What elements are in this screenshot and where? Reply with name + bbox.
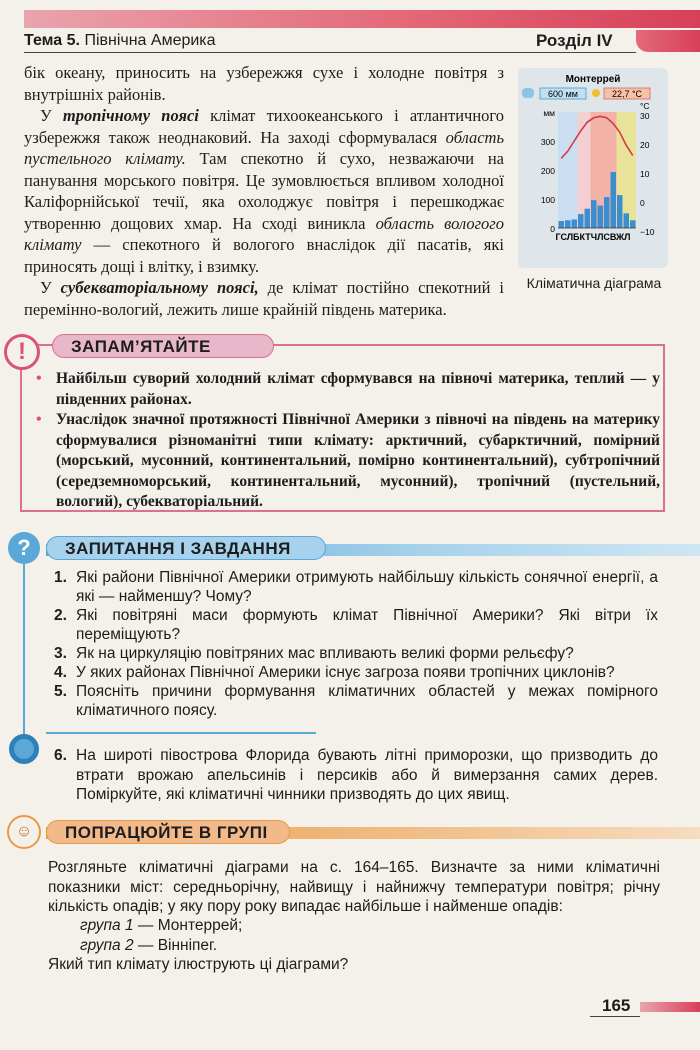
header-rule: [24, 52, 636, 53]
remember-line: [20, 362, 22, 512]
top-decor-bar: [24, 10, 700, 28]
chart-title: Монтеррей: [565, 74, 621, 85]
right-tick-label: 10: [640, 169, 650, 179]
target-dot-icon: [9, 734, 39, 764]
left-tick-label: 300: [540, 137, 555, 147]
precip-bar: [611, 172, 617, 228]
questions-list: [54, 568, 658, 720]
right-tick-label: 0: [640, 198, 645, 208]
question-item: 2. Які повітряні маси формують клімат Північної Америки? Які вітри їх переміщують?: [54, 607, 658, 643]
left-tick-label: 0: [550, 224, 555, 234]
question-icon: ?: [8, 532, 40, 564]
page-decor-bar: [640, 1002, 700, 1012]
topic-title: Тема 5. Північна Америка: [24, 32, 216, 49]
sun-icon: [592, 89, 600, 97]
diagram-caption: Кліматична діаграма: [526, 275, 662, 291]
remember-item: • Унаслідок значної протяжності Північної Америки з півночі на південь на материку сформувалися різноманітні типи клімату: арктичний, субарктичний, помірний (морський, мусонний, континентальний, помірно континентальний), субтропічний (середземноморський, континентальний, мусонний), тропічний (пустельний, вологий), субекваторіальний.: [34, 410, 660, 513]
remember-title: ЗАПАМ’ЯТАЙТЕ: [52, 334, 274, 358]
question-item: 4. У яких районах Північної Америки існує загроза появи тропічних циклонів?: [54, 664, 615, 681]
question-item: 3. Як на циркуляцію повітряних мас впливають великі форми рельєфу?: [54, 645, 574, 662]
precip-bar: [578, 214, 584, 228]
paragraph-3: У субекваторіальному поясі, де клімат постійно спекотний і перемінно-вологий, лежить лише крайній південь материка.: [24, 278, 505, 319]
precip-bar: [565, 220, 571, 228]
remember-list: [34, 369, 660, 513]
month-labels: ГСЛБКТЧЛСВЖЛ: [555, 232, 631, 242]
group-question: Який тип клімату ілюструють ці діаграми?: [48, 956, 349, 973]
question-item: 5. Поясніть причини формування кліматичних областей у межах помірного кліматичного поясу.: [54, 683, 658, 719]
main-text: [24, 62, 504, 320]
header-tab: [636, 30, 700, 52]
right-tick-label: −10: [640, 227, 655, 237]
group-instructions: Розгляньте кліматичні діаграми на с. 164–165. Визначте за ними кліматичні показники міст: середньорічну, найвищу і найнижчу температури повітря; річну кількість опадів; у яку пору року випадає найбільше і найменше опадів:: [48, 859, 660, 915]
exclamation-icon: !: [4, 334, 40, 370]
precip-bar: [630, 220, 636, 228]
left-tick-label: 200: [540, 166, 555, 176]
season-band: [558, 112, 578, 228]
precip-bar: [598, 206, 604, 228]
climate-chart: [518, 68, 668, 268]
precip-total: 600 мм: [548, 89, 578, 99]
paragraph-1: бік океану, приносить на узбережжя сухе і холодне повітря з внутрішніх районів.: [24, 63, 504, 104]
right-tick-label: 30: [640, 111, 650, 121]
precip-bar: [585, 209, 591, 228]
group-people-icon: ☺: [7, 815, 41, 849]
precip-bar: [591, 200, 597, 228]
paragraph-2: У тропічному поясі клімат тихоокеанського і атлантичного узбережжя також неоднаковий. На заході сформувалася область пустельного клімату. Там спекотно й сухо, незважаючи на панування морського повітря. Це зумовлюється впливом холодної Каліфорнійської течії, яка охолоджує повітря і перешкоджає утворенню дощових хмар. На сході виникла область вологого клімату — спекотного й вологого внаслідок дії пасатів, які приносять дощі і влітку, і взимку.: [24, 106, 505, 276]
group-1: група 1 — Монтеррей;: [80, 917, 243, 934]
question-item: 1. Які райони Північної Америки отримують найбільшу кількість сонячної енергії, а які — найменшу? Чому?: [54, 569, 658, 605]
left-tick-label: мм: [543, 108, 555, 118]
precip-bar: [624, 213, 630, 228]
page-number: 165: [602, 996, 631, 1015]
questions-separator: [46, 732, 316, 734]
cloud-icon: [522, 88, 534, 98]
page-header: [24, 30, 700, 54]
climate-diagram: [518, 68, 668, 283]
temp-mean: 22,7 °С: [611, 89, 643, 99]
left-tick-label: 100: [540, 195, 555, 205]
questions-line: [23, 562, 25, 748]
group-2: група 2 — Вінніпег.: [80, 936, 218, 954]
page-number-rule: [590, 1016, 640, 1017]
question-item-6: 6. На широті півострова Флорида бувають літні приморозки, що призводить до втрати врожаю апельсинів і персиків або й вимерзання самих дерев. Поміркуйте, які кліматичні чинники призводять до цих явищ.: [54, 747, 658, 803]
right-tick-label: 20: [640, 140, 650, 150]
right-unit-label: °С: [640, 101, 650, 111]
precip-bar: [617, 195, 623, 228]
questions-title: ЗАПИТАННЯ І ЗАВДАННЯ: [46, 536, 326, 560]
precip-bar: [572, 219, 578, 228]
remember-item: • Найбільш суворий холодний клімат сформувався на півночі материка, теплий — у південних районах.: [34, 369, 660, 410]
section-label: Розділ IV: [536, 31, 613, 50]
precip-bar: [559, 221, 565, 228]
group-title: ПОПРАЦЮЙТЕ В ГРУПІ: [46, 820, 290, 844]
group-assignments: [80, 916, 242, 955]
precip-bar: [604, 197, 610, 228]
